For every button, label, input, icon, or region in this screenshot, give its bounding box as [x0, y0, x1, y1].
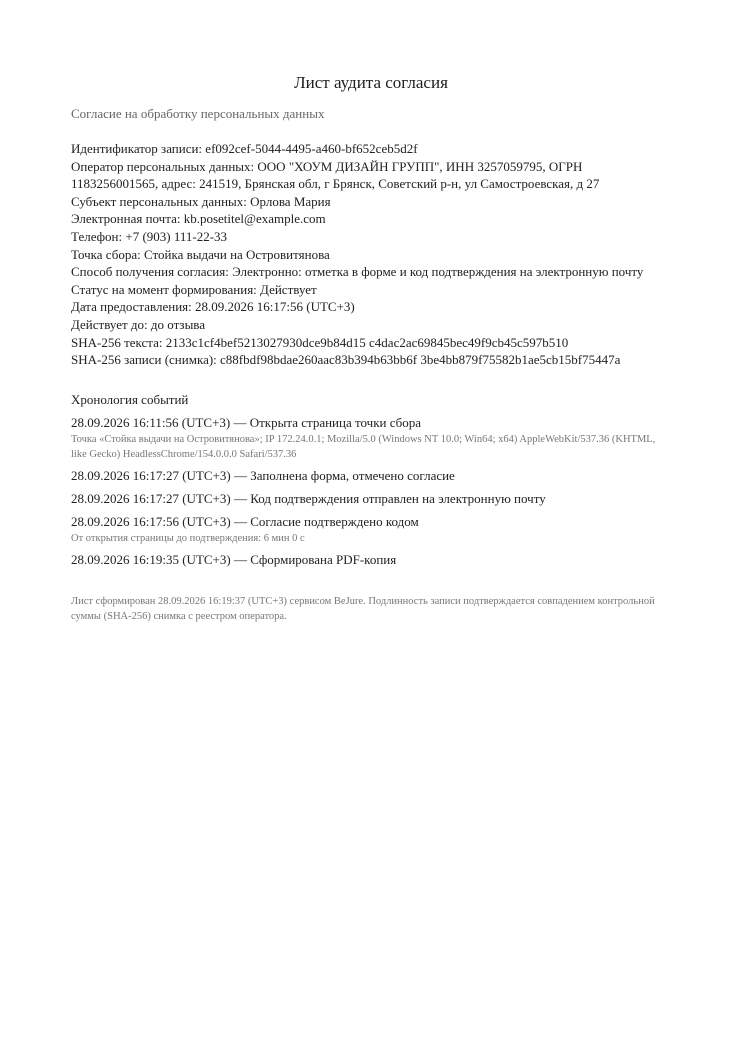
status-field: Статус на момент формирования: Действует — [71, 281, 317, 297]
operator-field: Оператор персональных данных: ООО "ХОУМ ДИЗАЙН ГРУПП", ИНН 3257059795, ОГРН 1183256001565, адрес: 241519, Брянская обл, г Брянск, Советский р-н, ул Самостроевская, д 27 — [71, 158, 600, 192]
collection-point-field: Точка сбора: Стойка выдачи на Островитянова — [71, 246, 330, 262]
timeline-event — [71, 467, 671, 485]
timeline — [71, 414, 671, 569]
consent-method-field: Способ получения согласия: Электронно: отметка в форме и код подтверждения на электронную почту — [71, 264, 644, 280]
record-id-field: Идентификатор записи: ef092cef-5044-4495-a460-bf652ceb5d2f — [71, 141, 418, 156]
timeline-event — [71, 490, 671, 508]
document-subtitle: Согласие на обработку персональных данных — [71, 106, 325, 121]
timeline-title: Хронология событий — [71, 391, 189, 407]
timeline-event — [71, 513, 671, 546]
event-line: 28.09.2026 16:19:35 (UTC+3) — Сформирована PDF-копия — [71, 551, 397, 567]
timeline-event — [71, 551, 671, 569]
phone-field: Телефон: +7 (903) 111-22-33 — [71, 228, 228, 244]
record-fields — [71, 140, 671, 369]
email-field: Электронная почта: kb.posetitel@example.com — [71, 211, 326, 227]
footer-note: Лист сформирован 28.09.2026 16:19:37 (UTC+3) сервисом BeJure. Подлинность записи подтверждается совпадением контрольной суммы (SHA-256) снимка с реестром оператора. — [71, 595, 655, 622]
event-line: 28.09.2026 16:17:27 (UTC+3) — Код подтверждения отправлен на электронную почту — [71, 490, 546, 506]
valid-until-field: Действует до: до отзыва — [71, 316, 206, 332]
record-hash-field: SHA-256 записи (снимка): c88fbdf98bdae260aac83b394b63bb6f 3be4bb879f75582b1ae5cb15bf75447a — [71, 352, 621, 368]
document-title: Лист аудита согласия — [294, 73, 448, 92]
event-detail: От открытия страницы до подтверждения: 6 мин 0 с — [71, 532, 305, 544]
audit-sheet — [71, 72, 671, 624]
subject-field: Субъект персональных данных: Орлова Мария — [71, 193, 331, 209]
granted-date-field: Дата предоставления: 28.09.2026 16:17:56 (UTC+3) — [71, 299, 355, 315]
text-hash-field: SHA-256 текста: 2133c1cf4bef5213027930dce9b84d15 c4dac2ac69845bec49f9cb45c597b510 — [71, 334, 569, 350]
timeline-event — [71, 414, 671, 462]
event-detail: Точка «Стойка выдачи на Островитянова»; IP 172.24.0.1; Mozilla/5.0 (Windows NT 10.0; Win64; x64) AppleWebKit/537.36 (KHTML, like Gecko) HeadlessChrome/154.0.0.0 Safari/537.36 — [71, 433, 656, 460]
event-line: 28.09.2026 16:11:56 (UTC+3) — Открыта страница точки сбора — [71, 414, 422, 430]
event-line: 28.09.2026 16:17:56 (UTC+3) — Согласие подтверждено кодом — [71, 513, 419, 529]
event-line: 28.09.2026 16:17:27 (UTC+3) — Заполнена форма, отмечено согласие — [71, 467, 455, 483]
